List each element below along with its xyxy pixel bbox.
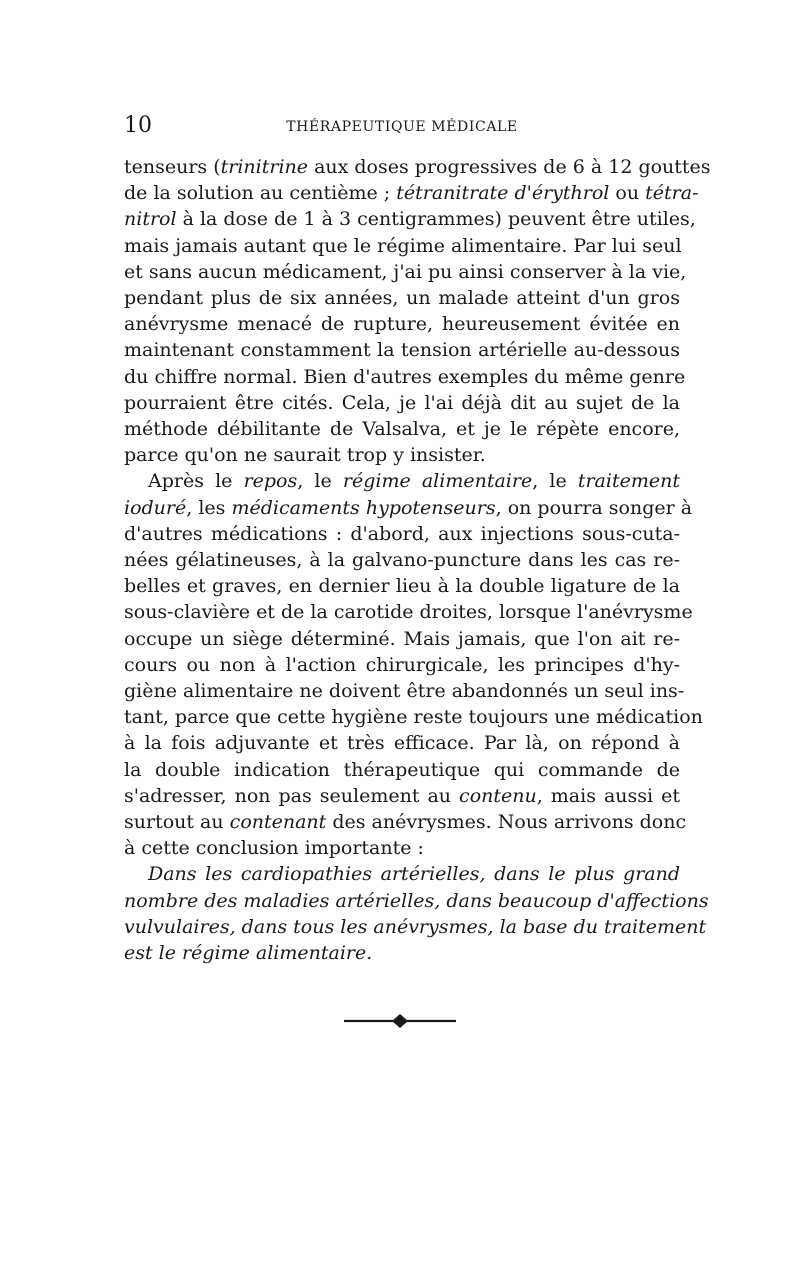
text-line: est le régime alimentaire. <box>124 942 373 965</box>
italic-term: régime alimentaire <box>342 470 533 493</box>
italic-term: repos <box>243 470 298 493</box>
text-line: la double indication thérapeutique qui commande de <box>124 758 680 781</box>
italic-term: tétra- <box>645 182 699 205</box>
text-line <box>124 206 696 232</box>
italic-term: ioduré <box>124 496 187 519</box>
text-run: tenseurs ( <box>124 156 221 178</box>
text-line: cours ou non à l'action chirurgicale, les principes d'hy- <box>124 653 680 676</box>
text-line: vulvulaires, dans tous les anévrysmes, la base du traitement <box>124 915 707 938</box>
text-run: Après le <box>148 470 244 493</box>
text-line: tant, parce que cette hygiène reste toujours une médication <box>124 706 703 729</box>
running-header <box>124 113 680 143</box>
text-run: , mais aussi et <box>536 784 680 807</box>
running-title: THÉRAPEUTIQUE MÉDICALE <box>286 119 518 135</box>
text-run: ou <box>609 182 646 205</box>
text-line <box>124 180 699 206</box>
text-line: maintenant constamment la tension artérielle au-dessous <box>124 339 680 362</box>
italic-term: nitrol <box>124 208 177 231</box>
text-line <box>124 154 711 180</box>
text-line: occupe un siège déterminé. Mais jamais, que l'on ait re- <box>124 627 680 650</box>
text-line: parce qu'on ne saurait trop y insister. <box>124 444 486 467</box>
text-run: à la dose de 1 à 3 centigrammes) peuvent être utiles, <box>176 208 696 231</box>
page-number: 10 <box>124 113 152 138</box>
text-line: giène alimentaire ne doivent être abandonnés un seul ins- <box>124 680 685 703</box>
text-run: surtout au <box>124 811 230 834</box>
italic-term: contenant <box>229 811 327 834</box>
text-run: , le <box>297 470 343 493</box>
italic-term: médicaments hypotenseurs <box>231 496 496 519</box>
text-line: belles et graves, en dernier lieu à la double ligature de la <box>124 575 680 598</box>
text-line: et sans aucun médicament, j'ai pu ainsi conserver à la vie, <box>124 260 687 283</box>
text-run: , on pourra songer à <box>495 496 693 519</box>
text-line: mais jamais autant que le régime alimentaire. Par lui seul <box>124 234 682 257</box>
text-line: pendant plus de six années, un malade atteint d'un gros <box>124 287 680 310</box>
text-line: du chiffre normal. Bien d'autres exemples du même genre <box>124 365 686 388</box>
italic-term: tétranitrate d'érythrol <box>396 182 610 205</box>
italic-term: trinitrine <box>220 156 309 178</box>
text-line: à cette conclusion importante : <box>124 837 424 860</box>
text-line <box>124 783 680 809</box>
conclusion-paragraph <box>124 861 709 966</box>
text-line <box>124 468 680 494</box>
text-line: à la fois adjuvante et très efficace. Par là, on répond à <box>124 732 680 755</box>
text-run: , les <box>186 496 232 519</box>
text-line: méthode débilitante de Valsalva, et je le répète encore, <box>124 418 680 441</box>
text-run: s'adresser, non pas seulement au <box>124 784 460 807</box>
text-line: Dans les cardiopathies artérielles, dans le plus grand <box>148 863 680 886</box>
italic-term: contenu <box>459 784 537 807</box>
text-line <box>124 495 693 521</box>
ornamental-rule-diamond-icon <box>342 1012 458 1030</box>
italic-term: traitement <box>577 470 680 493</box>
text-line: sous-clavière et de la carotide droites, lorsque l'anévrysme <box>124 601 693 624</box>
text-run: aux doses progressives de 6 à 12 gouttes <box>308 156 711 178</box>
text-line: d'autres médications : d'abord, aux injections sous-cuta- <box>124 522 680 545</box>
text-line: pourraient être cités. Cela, je l'ai déjà dit au sujet de la <box>124 391 680 414</box>
paragraph-1 <box>124 154 711 468</box>
text-line: nées gélatineuses, à la galvano-puncture dans les cas re- <box>124 549 680 572</box>
text-line <box>124 809 687 835</box>
text-run: de la solution au centième ; <box>124 182 397 205</box>
paragraph-2 <box>124 468 703 861</box>
text-line: anévrysme menacé de rupture, heureusement évitée en <box>124 313 680 336</box>
text-line: nombre des maladies artérielles, dans beaucoup d'affections <box>124 889 709 912</box>
text-run: des anévrysmes. Nous arrivons donc <box>326 811 687 834</box>
body-text <box>124 154 711 966</box>
text-run: , le <box>532 470 578 493</box>
